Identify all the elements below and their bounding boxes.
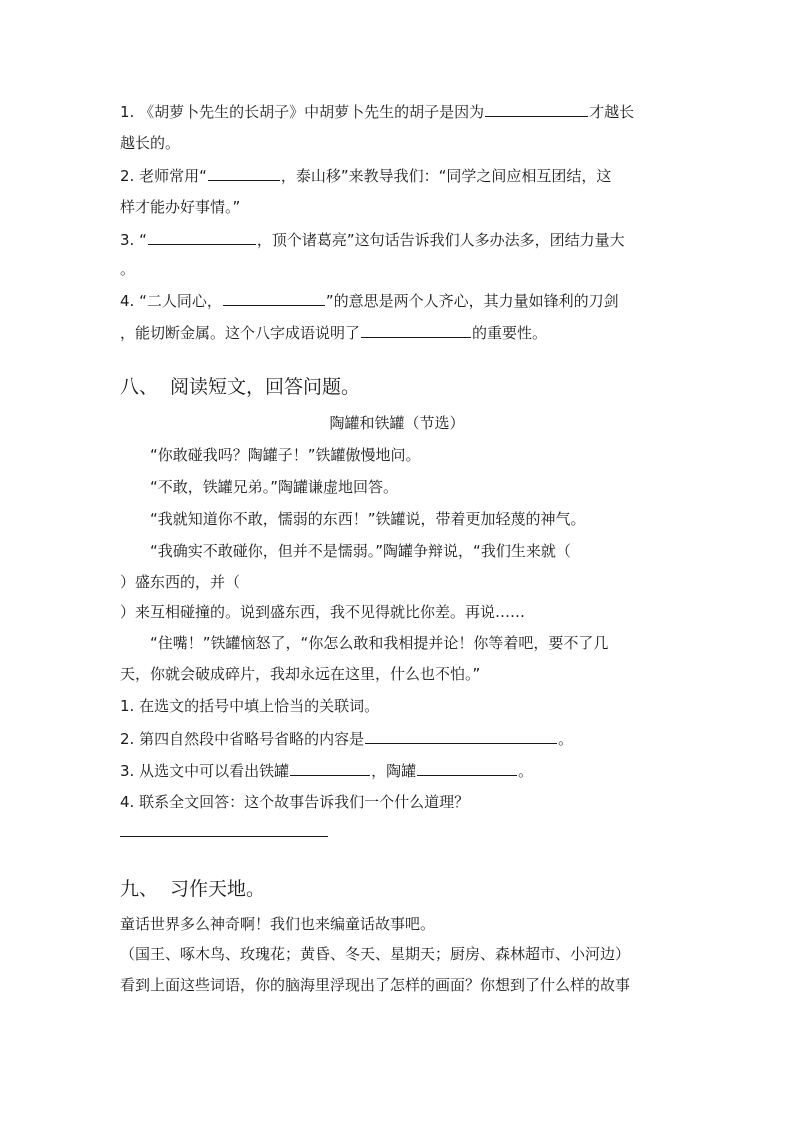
q7-item3-text-end: ，顶个诸葛亮”这句话告诉我们人多办法多，团结力量大 [256, 231, 625, 249]
section8-q2 [120, 728, 573, 749]
passage-paragraph-5-line1: “住嘴！”铁罐恼怒了，“你怎么敢和我相提并论！你等着吧，要不了几 [150, 634, 609, 652]
section8-q3-text-mid: ，陶罐 [371, 762, 417, 780]
section8-q3-text: 3. 从选文中可以看出铁罐 [120, 762, 290, 780]
passage-paragraph-2: “不敢，铁罐兄弟。”陶罐谦虚地回答。 [150, 478, 399, 496]
q7-item4-blank2[interactable] [361, 322, 471, 338]
passage-title: 陶罐和铁罐（节选） [329, 414, 465, 432]
q7-item4-line2 [120, 322, 547, 343]
section9-number: 九、 [120, 878, 159, 900]
section8-q4: 4. 联系全文回答：这个故事告诉我们一个什么道理？ [120, 793, 470, 811]
section8-q3-blank2[interactable] [417, 760, 517, 776]
section9-heading [120, 877, 265, 901]
passage-paragraph-4-line3: ）来互相碰撞的。说到盛东西，我不见得就比你差。再说…… [120, 603, 526, 621]
section9-title: 习作天地。 [170, 878, 266, 900]
q7-item2-blank[interactable] [208, 165, 280, 181]
q7-item4-line1 [120, 290, 619, 311]
q7-item1-blank[interactable] [485, 101, 588, 117]
passage-paragraph-4-line1: “我确实不敢碰你，但并不是懦弱。”陶罐争辩说，“我们生来就（ [150, 542, 571, 560]
q7-item1-text-end: 才越长 [589, 103, 635, 121]
section8-q3-blank1[interactable] [290, 760, 370, 776]
passage-paragraph-1: “你敢碰我吗？陶罐子！”铁罐傲慢地问。 [150, 446, 421, 464]
q7-item1-line1 [120, 101, 634, 122]
passage-paragraph-5-line2: 天，你就会破成碎片，我却永远在这里，什么也不怕。” [120, 665, 481, 683]
q7-item2-line1 [120, 165, 611, 186]
passage-paragraph-4-line2: ）盛东西的，并（ [120, 573, 241, 591]
q7-item4-text2-end: 的重要性。 [472, 324, 548, 342]
q7-item1-text: 1. 《胡萝卜先生的长胡子》中胡萝卜先生的胡子是因为 [120, 103, 485, 121]
q7-item4-blank1[interactable] [223, 290, 325, 306]
q7-item3-line2: 。 [120, 260, 136, 278]
q7-item2-line2: 样才能办好事情。” [120, 198, 241, 216]
section8-q2-text-end: 。 [558, 730, 574, 748]
q7-item3-line1 [120, 229, 625, 250]
q7-item3-text: 3. “ [120, 231, 147, 249]
q7-item2-text: 2. 老师常用“ [120, 167, 207, 185]
section8-number: 八、 [120, 376, 159, 398]
section8-q2-blank[interactable] [365, 728, 557, 744]
section8-heading [120, 375, 360, 399]
section9-line2: （国王、啄木鸟、玫瑰花；黄昏、冬天、星期天；厨房、森林超市、小河边） [120, 945, 631, 963]
q7-item2-text-end: ，泰山移”来教导我们：“同学之间应相互团结，这 [280, 167, 612, 185]
q7-item4-text2: ，能切断金属。这个八字成语说明了 [120, 324, 361, 342]
section8-q2-text: 2. 第四自然段中省略号省略的内容是 [120, 730, 365, 748]
q7-item1-line2: 越长的。 [120, 134, 181, 152]
section8-title: 阅读短文，回答问题。 [170, 376, 361, 398]
q7-item4-text: 4. “二人同心， [120, 292, 222, 310]
q7-item4-text-end: ”的意思是两个人齐心，其力量如锋利的刀剑 [325, 292, 619, 310]
section8-q1: 1. 在选文的括号中填上恰当的关联词。 [120, 697, 380, 715]
passage-paragraph-3: “我就知道你不敢，懦弱的东西！”铁罐说，带着更加轻蔑的神气。 [150, 510, 586, 528]
section8-q3 [120, 760, 533, 781]
section8-q3-text-end: 。 [518, 762, 534, 780]
section9-line1: 童话世界多么神奇啊！我们也来编童话故事吧。 [120, 915, 436, 933]
q7-item3-blank[interactable] [148, 229, 256, 245]
section8-q4-answer-line[interactable] [120, 836, 328, 837]
section9-line3: 看到上面这些词语，你的脑海里浮现出了怎样的画面？你想到了什么样的故事 [120, 976, 631, 994]
